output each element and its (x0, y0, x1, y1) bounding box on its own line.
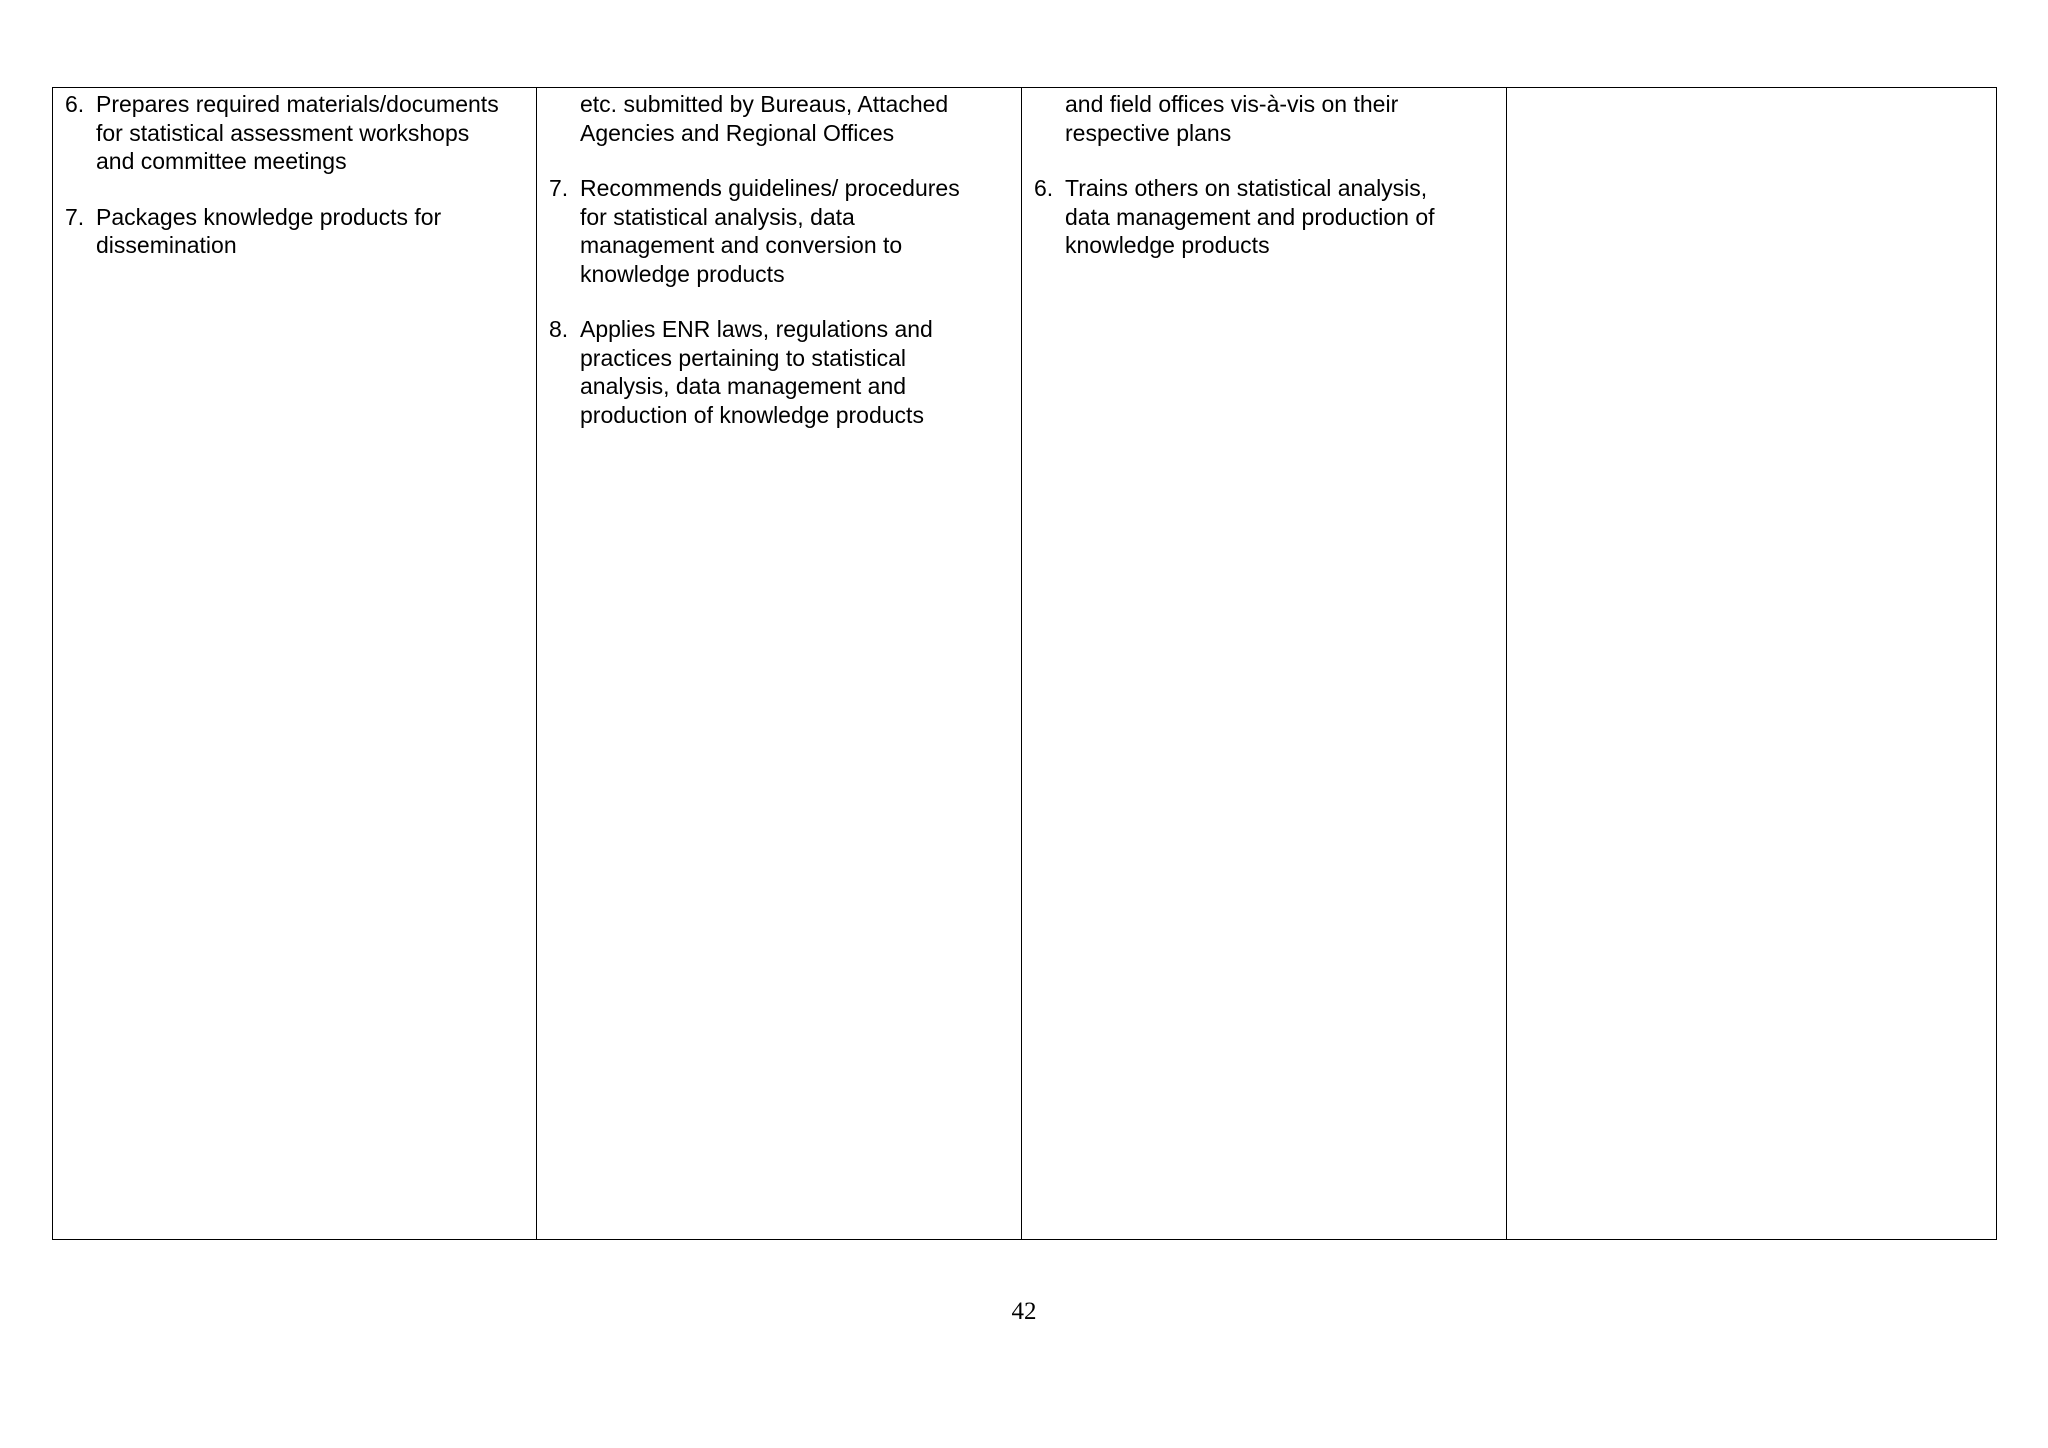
competency-table (52, 87, 1997, 1240)
list-item-number: 8. (549, 316, 569, 342)
table-cell-col3 (1022, 88, 1507, 1240)
list-item (65, 90, 528, 176)
list-item-text: Applies ENR laws, regulations and practices pertaining to statistical analysis, data management and production of knowledge products (580, 316, 933, 428)
list-item (65, 203, 528, 260)
table-cell-col1 (53, 88, 537, 1240)
list-item-text: Packages knowledge products for dissemination (96, 203, 442, 258)
continuation-text: and field offices vis-à-vis on their respective plans (1065, 91, 1399, 146)
list-item (549, 315, 1013, 429)
list-item-number: 7. (549, 175, 569, 201)
list-item-number: 6. (65, 91, 85, 117)
table-cell-col2 (537, 88, 1022, 1240)
list-item-text: Trains others on statistical analysis, data management and production of knowledge products (1065, 175, 1435, 258)
list-item-text: Recommends guidelines/ procedures for statistical analysis, data management and conversion to knowledge products (580, 175, 960, 287)
table-row (53, 88, 1997, 1240)
list-item-text: Prepares required materials/documents for statistical assessment workshops and committee meetings (96, 91, 499, 174)
list-item-number: 7. (65, 203, 85, 230)
continuation-text: etc. submitted by Bureaus, Attached Agencies and Regional Offices (580, 91, 949, 146)
page-number: 42 (1011, 1298, 1037, 1325)
list-item (549, 174, 1013, 288)
list-item (1034, 174, 1498, 260)
table-cell-col4 (1507, 88, 1997, 1240)
list-item-number: 6. (1034, 175, 1054, 201)
